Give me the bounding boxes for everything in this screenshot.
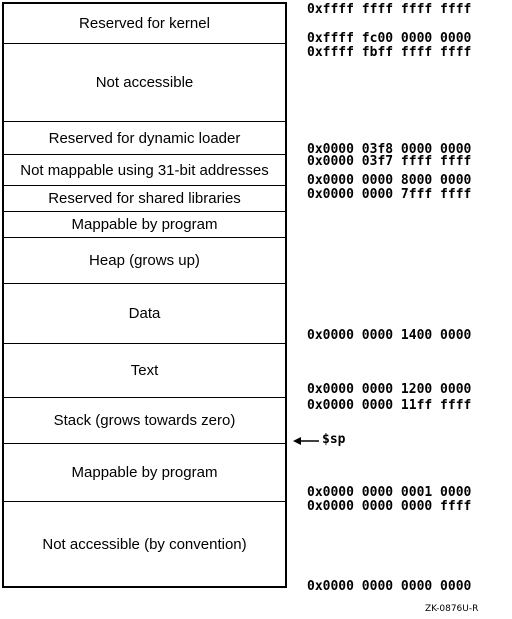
- region-label: Reserved for kernel: [79, 15, 210, 32]
- region-label: Mappable by program: [71, 464, 218, 481]
- address-label: 0x0000 0000 0001 0000: [307, 485, 472, 500]
- memory-map: [2, 2, 287, 588]
- figure-id: ZK-0876U-R: [425, 604, 479, 614]
- region-mappable-by-program-lower: [4, 444, 285, 502]
- region-label: Heap (grows up): [89, 252, 200, 269]
- region-label: Not accessible (by convention): [42, 535, 247, 553]
- region-label: Data: [128, 305, 161, 322]
- region-shared-libraries-reserved: [4, 186, 285, 212]
- region-mappable-by-program-upper: [4, 212, 285, 238]
- address-label: 0x0000 0000 0000 0000: [307, 579, 472, 594]
- stack-pointer-label: $sp: [322, 432, 346, 447]
- region-not-mappable-31bit: [4, 155, 285, 186]
- region-not-accessible-by-convention: [4, 502, 285, 586]
- address-label: 0x0000 0000 11ff ffff: [307, 398, 472, 413]
- region-label: Reserved for shared libraries: [48, 190, 241, 207]
- address-label: 0x0000 0000 1400 0000: [307, 328, 472, 343]
- region-label: Mappable by program: [71, 216, 218, 233]
- region-label: Not accessible: [95, 74, 194, 91]
- region-heap: [4, 238, 285, 284]
- left-arrow-icon: [293, 434, 319, 448]
- address-label: 0x0000 0000 0000 ffff: [307, 499, 472, 514]
- region-not-accessible: [4, 44, 285, 122]
- region-label: Stack (grows towards zero): [53, 412, 236, 429]
- address-label: 0x0000 0000 7fff ffff: [307, 187, 472, 202]
- region-text: [4, 344, 285, 398]
- region-dynamic-loader-reserved: [4, 122, 285, 155]
- address-label: 0xffff fc00 0000 0000: [307, 31, 472, 46]
- address-label: 0xffff ffff ffff ffff: [307, 2, 472, 17]
- region-kernel-reserved: [4, 4, 285, 44]
- region-label: Not mappable using 31-bit addresses: [20, 161, 269, 179]
- address-label: 0x0000 03f8 0000 0000: [307, 142, 472, 157]
- address-label: 0x0000 03f7 ffff ffff: [307, 154, 472, 169]
- address-label: 0x0000 0000 1200 0000: [307, 382, 472, 397]
- region-data: [4, 284, 285, 344]
- region-label: Text: [130, 362, 159, 379]
- address-label: 0xffff fbff ffff ffff: [307, 45, 472, 60]
- region-label: Reserved for dynamic loader: [48, 129, 241, 147]
- region-stack: [4, 398, 285, 444]
- address-label: 0x0000 0000 8000 0000: [307, 173, 472, 188]
